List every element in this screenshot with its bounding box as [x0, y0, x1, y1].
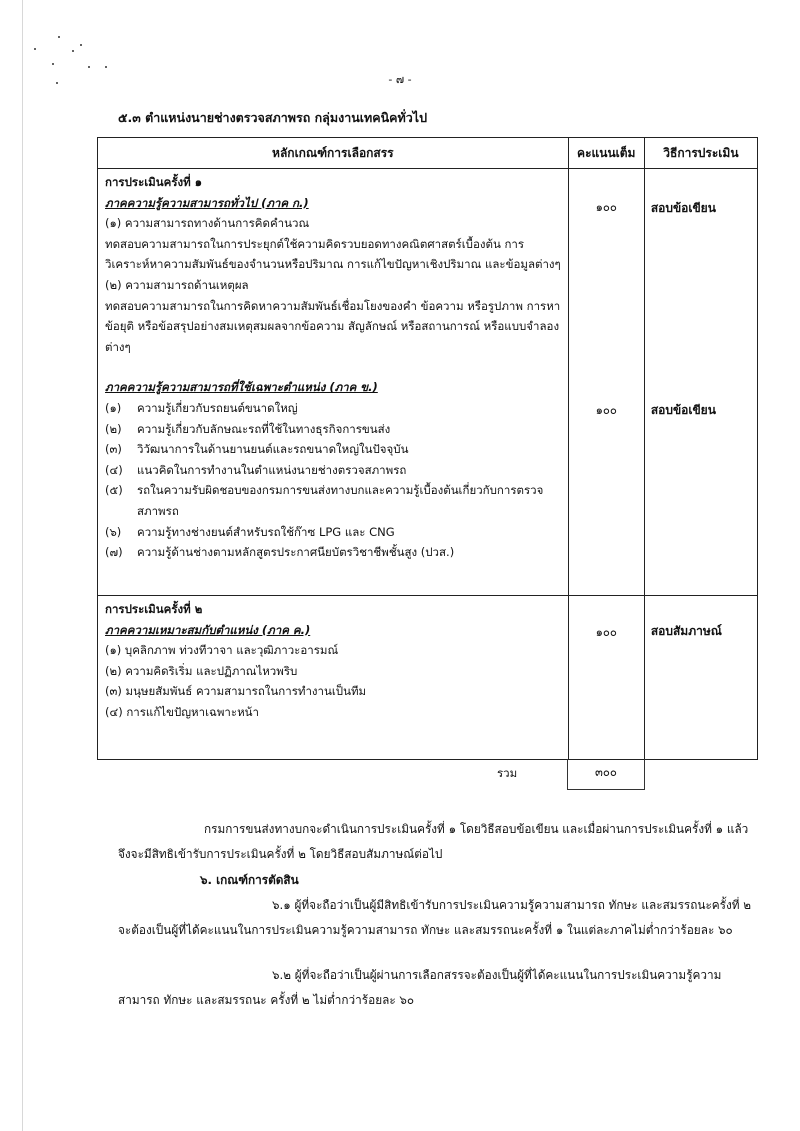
section-6-title: ๖. เกณฑ์การตัดสิน: [200, 873, 299, 887]
list-item: (๑) ความรู้เกี่ยวกับรถยนต์ขนาดใหญ่: [105, 400, 298, 415]
part-b-score: ๑๐๐: [595, 403, 617, 417]
part-a-item-1-label: (๑) ความสามารถทางด้านการคิดคำนวณ: [105, 216, 310, 231]
intro-paragraph: กรมการขนส่งทางบกจะดำเนินการประเมินครั้งที่ ๑ โดยวิธีสอบข้อเขียน และเมื่อผ่านการประเมินครั้งที่ ๑ แล้ว จึงจะมีสิทธิเข้ารับการประเมินครั้งที่ ๒ โดยวิธีสอบสัมภาษณ์ต่อไป: [118, 822, 749, 861]
round-1-scores: [568, 169, 644, 596]
part-a-item-2-desc: ทดสอบความสามารถในการคิดหาความสัมพันธ์เชื่อมโยงของคำ ข้อความ หรือรูปภาพ การหาข้อยุติ หรือข้อสรุปอย่างสมเหตุสมผลจากข้อความ สัญลักษณ์ หรือสถานการณ์ หรือแบบจำลองต่างๆ: [105, 298, 561, 354]
part-c-score: ๑๐๐: [595, 625, 617, 639]
list-item-continuation: สภาพรถ: [137, 503, 179, 518]
section-6-1: ๖.๑ ผู้ที่จะถือว่าเป็นผู้มีสิทธิเข้ารับการประเมินความรู้ความสามารถ ทักษะ และสมรรถนะครั้งที่ ๒ จะต้องเป็นผู้ที่ได้คะแนนในการประเมินความรู้ความสามารถ ทักษะ และสมรรถนะครั้งที่ ๑ ในแต่ละภาคไม่ต่ำกว่าร้อยละ ๖๐: [118, 898, 752, 937]
criteria-table: [97, 137, 758, 760]
round-1-criteria: [98, 169, 569, 596]
section-title: ๕.๓ ตำแหน่งนายช่างตรวจสภาพรถ กลุ่มงานเทคนิคทั่วไป: [118, 110, 428, 125]
header-criteria: หลักเกณฑ์การเลือกสรร: [98, 138, 569, 169]
round-1-title: การประเมินครั้งที่ ๑: [105, 175, 202, 189]
list-item: (๕) รถในความรับผิดชอบของกรมการขนส่งทางบกและความรู้เบื้องต้นเกี่ยวกับการตรวจ: [105, 483, 544, 498]
page-number: - ๗ -: [388, 73, 412, 86]
list-item: (๓) วิวัฒนาการในด้านยานยนต์และรถขนาดใหญ่ในปัจจุบัน: [105, 442, 409, 457]
part-a-score: ๑๐๐: [595, 200, 617, 214]
part-b-heading: ภาคความรู้ความสามารถที่ใช้เฉพาะตำแหน่ง (ภาค ข.): [105, 380, 378, 395]
list-item: (๖) ความรู้ทางช่างยนต์สำหรับรถใช้ก๊าซ LPG และ CNG: [105, 524, 395, 539]
round-1-row: [98, 169, 758, 596]
table-header-row: [98, 138, 758, 169]
total-label: รวม: [497, 766, 518, 780]
part-a-item-2-label: (๒) ความสามารถด้านเหตุผล: [105, 277, 249, 292]
scan-edge-line: [22, 0, 23, 1131]
round-2-score-cell: [568, 596, 644, 760]
header-full-score: คะแนนเต็ม: [568, 138, 644, 169]
part-a-method: สอบข้อเขียน: [650, 201, 716, 215]
part-c-method: สอบสัมภาษณ์: [650, 624, 722, 638]
list-item: (๗) ความรู้ด้านช่างตามหลักสูตรประกาศนียบัตรวิชาชีพชั้นสูง (ปวส.): [105, 545, 455, 560]
part-c-heading: ภาคความเหมาะสมกับตำแหน่ง (ภาค ค.): [105, 622, 311, 637]
total-row: [97, 759, 758, 791]
total-value: ๓๐๐: [567, 759, 645, 790]
part-b-method: สอบข้อเขียน: [650, 403, 716, 417]
list-item: (๑) บุคลิกภาพ ท่วงทีวาจา และวุฒิภาวะอารมณ์: [105, 643, 339, 658]
list-item: (๔) การแก้ไขปัญหาเฉพาะหน้า: [105, 704, 259, 719]
list-item: (๓) มนุษยสัมพันธ์ ความสามารถในการทำงานเป็นทีม: [105, 684, 367, 699]
part-b-list: [105, 398, 564, 563]
part-a-item-1-desc: ทดสอบความสามารถในการประยุกต์ใช้ความคิดรวบยอดทางคณิตศาสตร์เบื้องต้น การวิเคราะห์หาความสัมพันธ์ของจำนวนหรือปริมาณ การแก้ไขปัญหาเชิงปริมาณ และข้อมูลต่างๆ: [105, 236, 561, 272]
list-item: (๔) แนวคิดในการทำงานในตำแหน่งนายช่างตรวจสภาพรถ: [105, 462, 407, 477]
list-item: (๒) ความคิดริเริ่ม และปฏิภาณไหวพริบ: [105, 663, 298, 678]
round-2-method-cell: [644, 596, 757, 760]
section-6-2: ๖.๒ ผู้ที่จะถือว่าเป็นผู้ผ่านการเลือกสรรจะต้องเป็นผู้ที่ได้คะแนนในการประเมินความรู้ความสามารถ ทักษะ และสมรรถนะ ครั้งที่ ๒ ไม่ต่ำกว่าร้อยละ ๖๐: [118, 968, 722, 1007]
list-item: (๒) ความรู้เกี่ยวกับลักษณะรถที่ใช้ในทางธุรกิจการขนส่ง: [105, 421, 391, 436]
round-2-title: การประเมินครั้งที่ ๒: [105, 602, 203, 616]
round-2-row: [98, 596, 758, 760]
part-a-heading: ภาคความรู้ความสามารถทั่วไป (ภาค ก.): [105, 195, 309, 210]
round-1-methods: [644, 169, 757, 596]
round-2-criteria: [98, 596, 569, 760]
header-method: วิธีการประเมิน: [644, 138, 757, 169]
